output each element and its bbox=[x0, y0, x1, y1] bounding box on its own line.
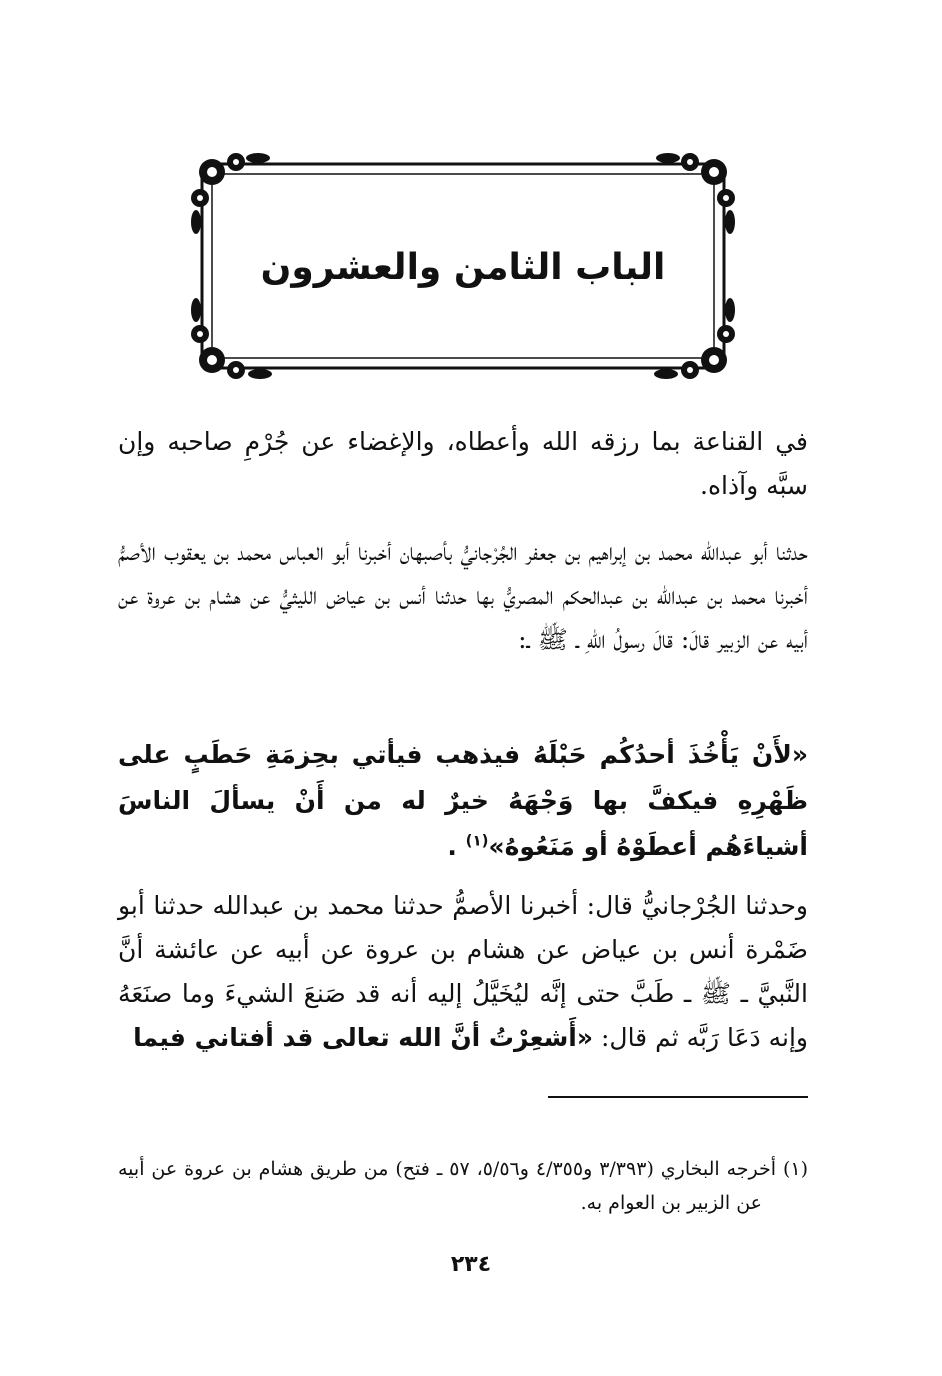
isnad-text-1: حدثنا أبو عبدالله محمد بن إبراهيم بن جعفر الجُرْجانيُّ بأصبهان أخبرنا أبو العباس محمد بن يعقوب الأصمُّ أخبرنا محمد بن عبدالله بن عبدالحكم المصريُّ بها حدثنا أنس بن عياض الليثيُّ عن هشام بن عروة عن أبيه عن الزبير قالَ: قالَ رسولُ اللهِ ـ ﷺ ـ: bbox=[118, 537, 808, 654]
isnad-text-2-paragraph bbox=[118, 884, 808, 1060]
isnad-text-2: وحدثنا الجُرْجانيُّ قال: أخبرنا الأصمُّ حدثنا محمد بن عبدالله حدثنا أبو ضَمْرة أنس بن عياض عن هشام بن عروة عن أبيه عن عائشة أنَّ النَّبيَّ ـ ﷺ ـ طَبَّ حتى إنَّه ليُخَيَّلُ إليه أنه قد صَنعَ الشيءَ وما صنَعَهُ وإنه دَعَا رَبَّه ثم قال: bbox=[118, 891, 808, 1052]
chapter-title: الباب الثامن والعشرون bbox=[260, 247, 666, 288]
footnote-text-1: أخرجه البخاري (٣/٣٩٣ و٤/٣٥٥ و٥/٥٦، ٥٧ ـ فتح) من طريق هشام بن عروة عن أبيه عن الزبير بن العوام به. bbox=[118, 1158, 777, 1214]
footnote-ref-1: (١) bbox=[465, 831, 489, 850]
page-number: ٢٣٤ bbox=[450, 1252, 492, 1277]
hadith-quote-2-start: «أَشعِرْتُ أنَّ الله تعالى قد أفتاني فيما bbox=[133, 1023, 594, 1052]
hadith-text-1 bbox=[118, 732, 808, 870]
chapter-heading-frame bbox=[188, 150, 738, 382]
footnote-1 bbox=[118, 1152, 808, 1220]
footnotes bbox=[118, 1152, 808, 1220]
footnote-divider bbox=[548, 1096, 808, 1098]
chapter-subject-text: في القناعة بما رزقه الله وأعطاه، والإغضاء عن جُرْمِ صاحبه وإن سبَّه وآذاه. bbox=[118, 427, 808, 500]
isnad-paragraph-2 bbox=[118, 884, 808, 1060]
footnote-number-1: (١) bbox=[782, 1158, 809, 1180]
hadith-paragraph-1 bbox=[118, 732, 808, 870]
chapter-subject bbox=[118, 420, 808, 508]
hadith-quote-1: «لأَنْ يَأْخُذَ أحدُكُم حَبْلَهُ فيذهب فيأتي بحِزمَةِ حَطَبٍ على ظَهْرِهِ فيكفَّ بها وَجْهَهُ خيرٌ له من أَنْ يسألَ الناسَ أشياءَهُم أعطَوْهُ أو مَنَعُوهُ» bbox=[118, 740, 808, 861]
hadith-end-mark: . bbox=[447, 832, 457, 861]
isnad-paragraph-1 bbox=[118, 530, 808, 662]
